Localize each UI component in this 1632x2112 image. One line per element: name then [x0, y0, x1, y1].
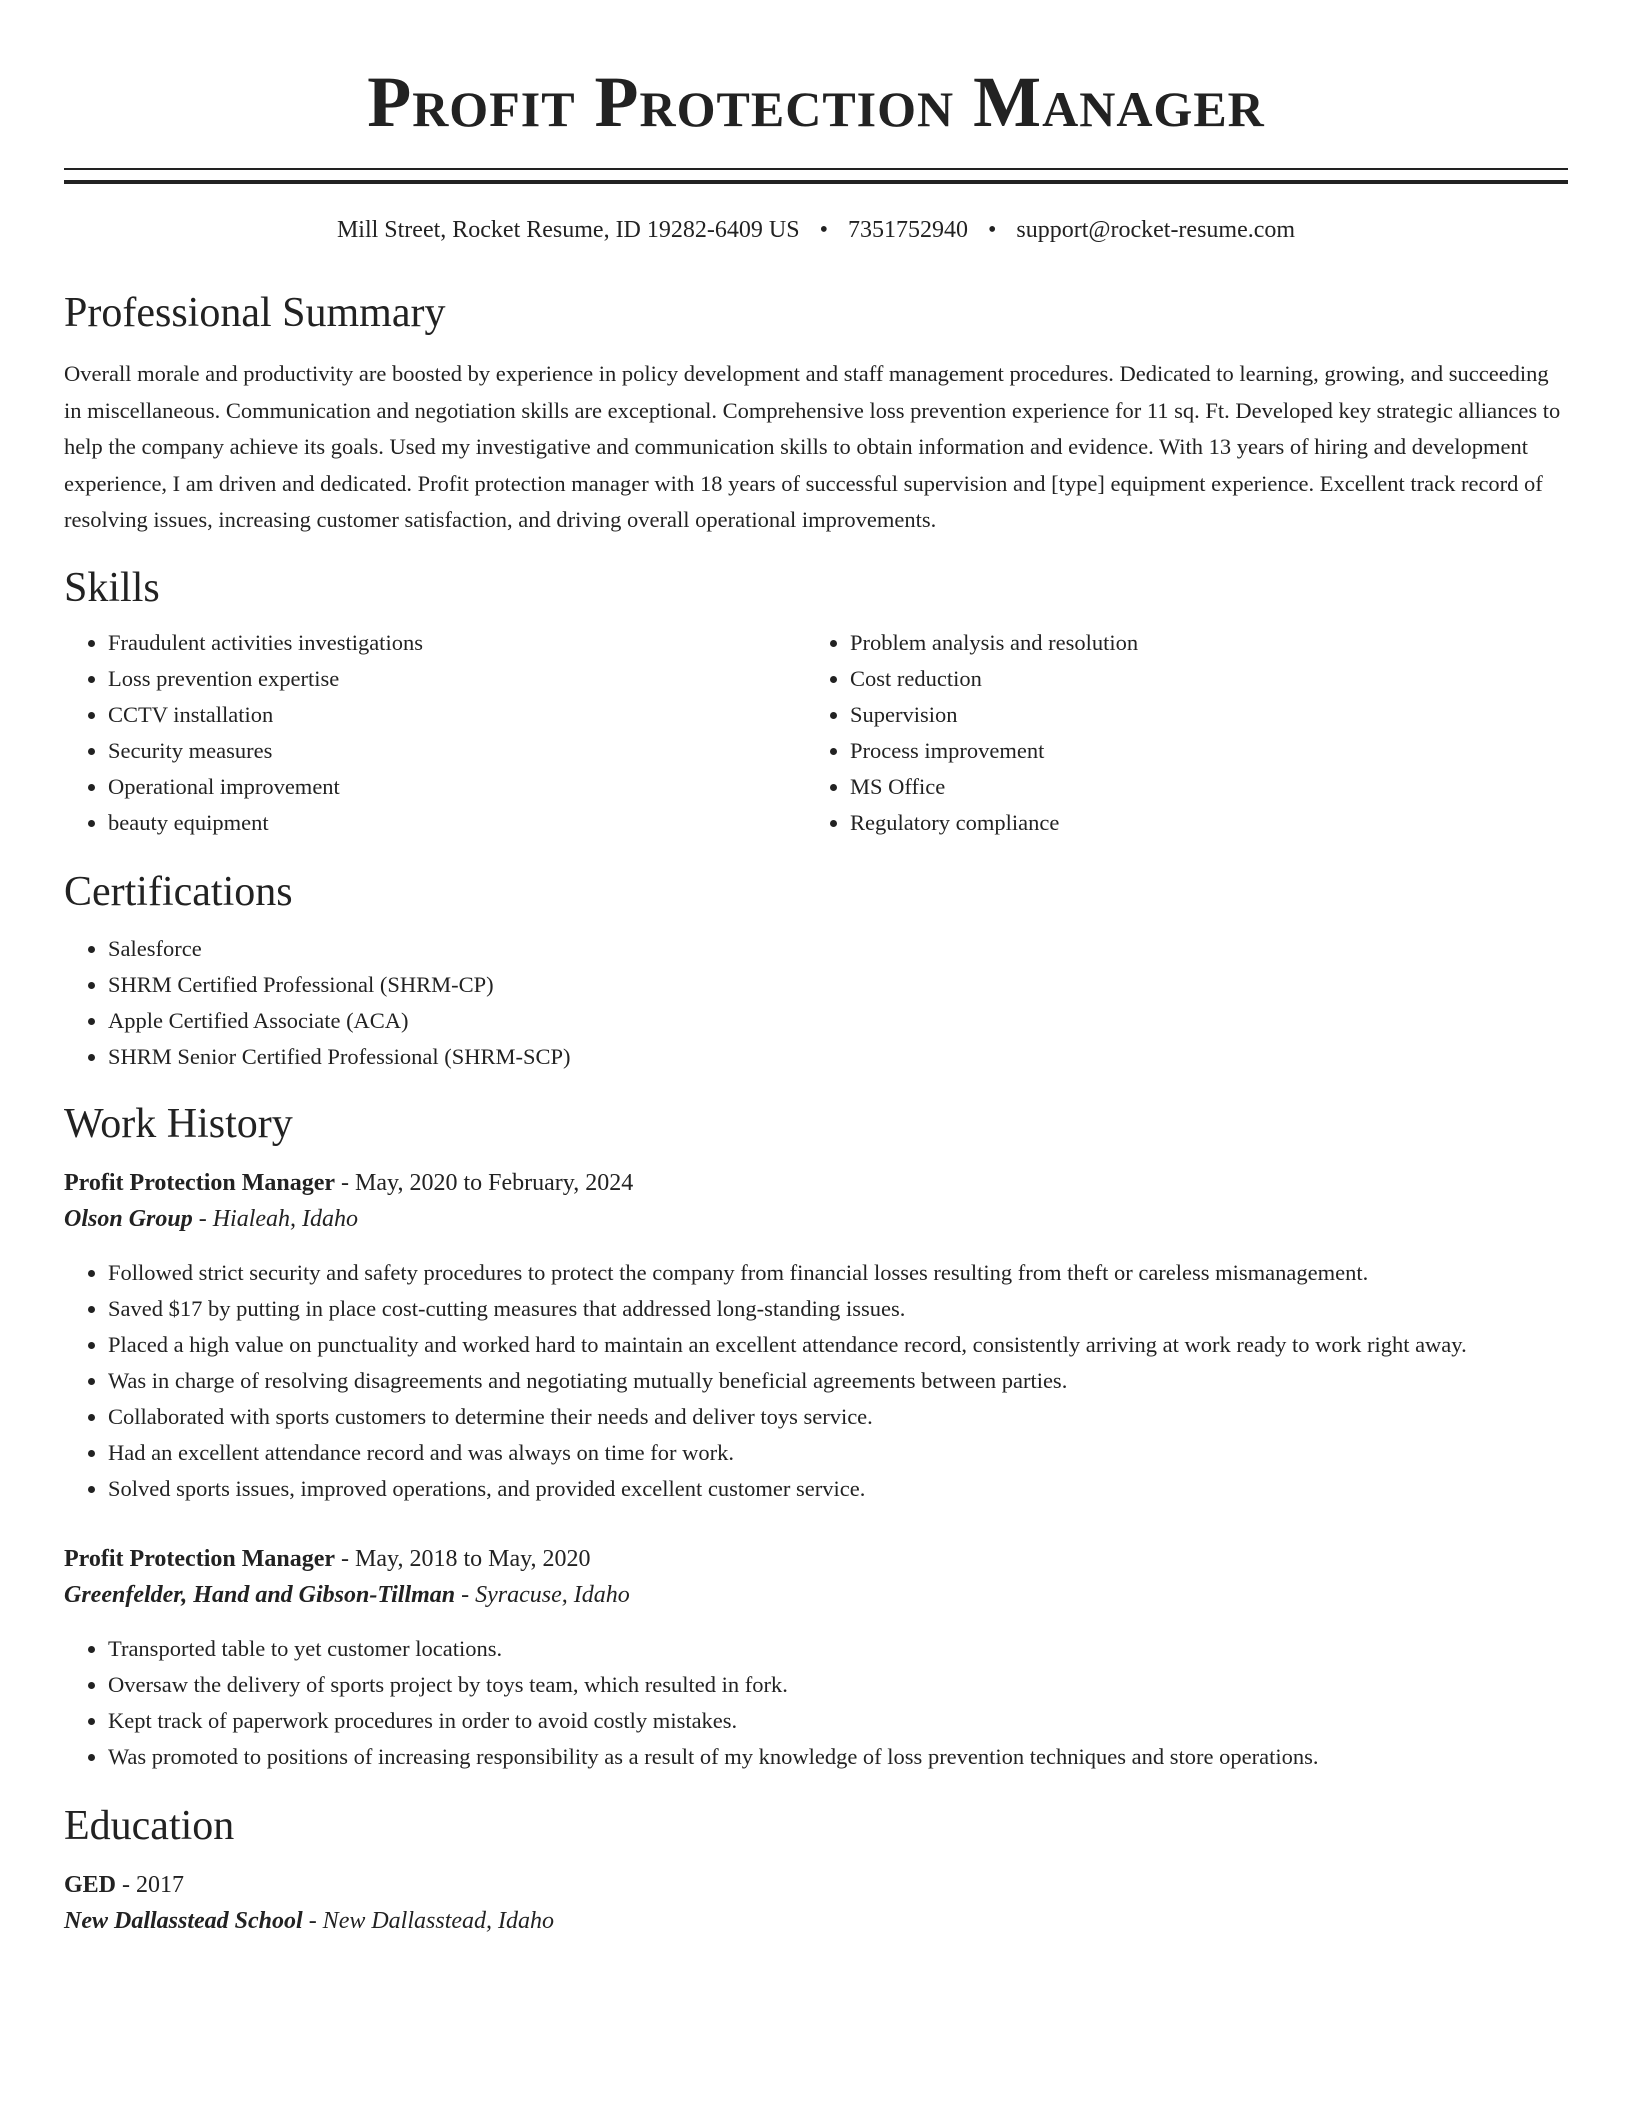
skill-item: • Regulatory compliance	[850, 805, 1548, 841]
certification-item: • SHRM Senior Certified Professional (SHRM-SCP)	[108, 1039, 1568, 1075]
certification-item: • Salesforce	[108, 931, 1568, 967]
job-bullets	[64, 1255, 1568, 1507]
contact-email: support@rocket-resume.com	[1016, 217, 1296, 243]
job-dates: - May, 2020 to February, 2024	[335, 1169, 634, 1196]
skill-item: • Operational improvement	[108, 769, 806, 805]
skill-item: • Cost reduction	[850, 661, 1548, 697]
job-bullet: • Had an excellent attendance record and was always on time for work.	[108, 1435, 1568, 1471]
job-bullet: • Transported table to yet customer locations.	[108, 1631, 1568, 1667]
work-history-heading: Work History	[64, 1100, 293, 1147]
certifications-heading: Certifications	[64, 868, 293, 915]
job-bullet: • Saved $17 by putting in place cost-cutting measures that addressed long-standing issues.	[108, 1291, 1568, 1327]
job-bullet: • Oversaw the delivery of sports project by toys team, which resulted in fork.	[108, 1667, 1568, 1703]
skill-item: • Problem analysis and resolution	[850, 625, 1548, 661]
contact-address: Mill Street, Rocket Resume, ID 19282-6409 US	[336, 217, 800, 243]
education-heading: Education	[64, 1802, 235, 1849]
resume-name: Profit Protection Manager	[367, 62, 1265, 142]
skills-heading: Skills	[64, 564, 160, 611]
job-employer	[64, 1577, 1568, 1613]
education-header	[64, 1867, 1568, 1903]
education-school: New Dallasstead School	[64, 1907, 303, 1934]
job-bullet: • Collaborated with sports customers to determine their needs and deliver toys service.	[108, 1399, 1568, 1435]
job-company: Olson Group	[64, 1205, 193, 1232]
skill-item: • CCTV installation	[108, 697, 806, 733]
contact-separator: •	[819, 217, 828, 243]
header-divider	[64, 168, 1568, 184]
job-location: - Hialeah, Idaho	[192, 1205, 359, 1232]
job-bullet: • Was in charge of resolving disagreements and negotiating mutually beneficial agreements between parties.	[108, 1363, 1568, 1399]
skill-item: • beauty equipment	[108, 805, 806, 841]
job-bullet: • Solved sports issues, improved operations, and provided excellent customer service.	[108, 1471, 1568, 1507]
skill-item: • Loss prevention expertise	[108, 661, 806, 697]
job-header	[64, 1541, 1568, 1577]
education-degree: GED	[64, 1871, 117, 1898]
skills-grid	[64, 625, 1568, 841]
certification-item: • Apple Certified Associate (ACA)	[108, 1003, 1568, 1039]
contact-phone: 7351752940	[847, 217, 968, 243]
certification-item: • SHRM Certified Professional (SHRM-CP)	[108, 967, 1568, 1003]
job-header	[64, 1165, 1568, 1201]
job-bullets	[64, 1631, 1568, 1775]
education-location: - New Dallasstead, Idaho	[302, 1907, 555, 1934]
job-bullet: • Followed strict security and safety procedures to protect the company from financial losses resulting from theft or careless mismanagement.	[108, 1255, 1568, 1291]
job-entry	[64, 1541, 1568, 1775]
certifications-list	[64, 931, 1568, 1075]
skills-list-left	[64, 625, 806, 841]
education-year: - 2017	[116, 1871, 185, 1898]
job-entry	[64, 1165, 1568, 1507]
job-bullet: • Was promoted to positions of increasing responsibility as a result of my knowledge of loss prevention techniques and store operations.	[108, 1739, 1568, 1775]
job-title: Profit Protection Manager	[64, 1169, 336, 1196]
contact-line	[64, 214, 1568, 246]
summary-heading: Professional Summary	[64, 290, 446, 336]
job-bullet: • Kept track of paperwork procedures in order to avoid costly mistakes.	[108, 1703, 1568, 1739]
job-employer	[64, 1201, 1568, 1237]
job-location: - Syracuse, Idaho	[455, 1581, 630, 1608]
skill-item: • MS Office	[850, 769, 1548, 805]
skills-list-right	[806, 625, 1548, 841]
job-company: Greenfelder, Hand and Gibson-Tillman	[64, 1581, 456, 1608]
skill-item: • Process improvement	[850, 733, 1548, 769]
skill-item: • Fraudulent activities investigations	[108, 625, 806, 661]
job-title: Profit Protection Manager	[64, 1545, 336, 1572]
skill-item: • Security measures	[108, 733, 806, 769]
education-school-line	[64, 1903, 1568, 1939]
contact-separator: •	[987, 217, 997, 243]
job-bullet: • Placed a high value on punctuality and worked hard to maintain an excellent attendance record, consistently arriving at work ready to work right away.	[108, 1327, 1568, 1363]
summary-text: Overall morale and productivity are boosted by experience in policy development and staff management procedures. Dedicated to learning, growing, and succeeding in miscellaneous. Communication and negotiation skills are exceptional. Comprehensive loss prevention experience for 11 sq. Ft. Developed key strategic alliances to help the company achieve its goals. Used my investigative and communication skills to obtain information and evidence. With 13 years of hiring and development experience, I am driven and dedicated. Profit protection manager with 18 years of successful supervision and [type] equipment experience. Excellent track record of resolving issues, increasing customer satisfaction, and driving overall operational improvements.	[64, 361, 1561, 532]
skill-item: • Supervision	[850, 697, 1548, 733]
job-dates: - May, 2018 to May, 2020	[335, 1545, 591, 1572]
